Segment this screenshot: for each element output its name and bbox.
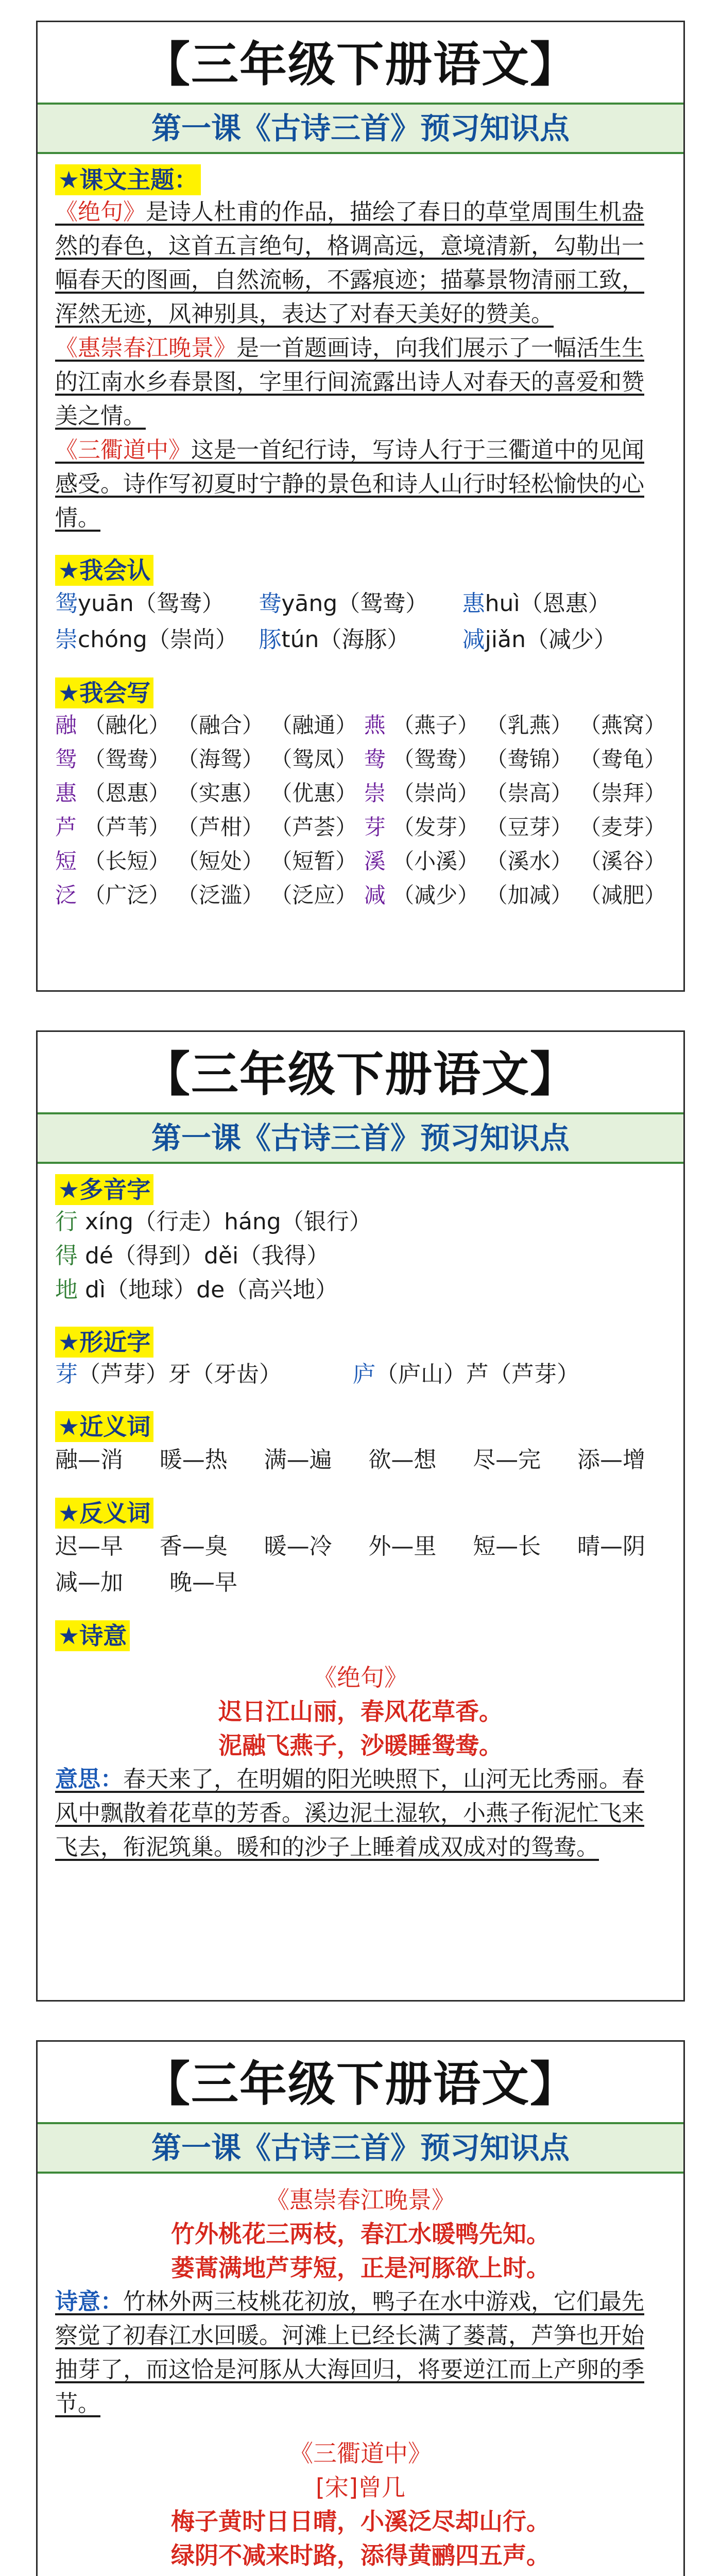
theme-text: 是诗人杜甫的作品，描绘了春日的草堂周围生机盎然的春色，这首五言绝句，格调高远，意境清新，勾勒出一幅春天的图画，自然流畅，不露痕迹；描摹景物清丽工致，浑然无迹，风神别具，表达了对春天美好的赞美。	[55, 199, 644, 327]
write-word: （芦柑）	[177, 815, 264, 840]
meaning-label: 诗意：	[55, 2289, 123, 2315]
write-word: （燕子）	[392, 713, 479, 738]
write-grid	[55, 708, 666, 912]
read-char: 鸯	[259, 590, 282, 617]
write-word: （融通）	[270, 713, 357, 738]
poem-meaning	[55, 2285, 666, 2421]
lesson-banner: 第一课《古诗三首》预习知识点	[38, 2122, 683, 2174]
write-word: （加减）	[486, 883, 573, 908]
poem-line: 蒌蒿满地芦芽短，正是河豚欲上时。	[171, 2254, 550, 2282]
write-char: 融	[55, 713, 77, 738]
write-word: （乳燕）	[486, 713, 573, 738]
write-word: （广泛）	[83, 883, 170, 908]
page-card-2	[36, 1030, 685, 2002]
poem-heading: ★诗意	[55, 1620, 130, 1651]
poem-line: 泥融飞燕子，沙暖睡鸳鸯。	[218, 1732, 503, 1759]
write-heading: ★我会写	[55, 677, 153, 708]
antonym-pair: 香—臭	[159, 1533, 228, 1560]
read-pinyin: chóng（崇尚）	[78, 626, 238, 653]
shape-char: 芽	[55, 1361, 78, 1387]
write-char: 鸯	[364, 747, 386, 772]
write-word: （崇尚）	[392, 781, 479, 806]
polyphone-list	[55, 1205, 666, 1307]
write-word: （恩惠）	[83, 781, 170, 806]
lesson-banner: 第一课《古诗三首》预习知识点	[38, 1112, 683, 1164]
antonym-row-1	[55, 1529, 666, 1565]
synonym-pair: 尽—完	[473, 1447, 541, 1473]
write-word: （海鸳）	[177, 747, 264, 772]
read-item	[259, 622, 462, 658]
read-char: 豚	[259, 626, 282, 653]
shape-row	[55, 1358, 666, 1392]
antonym-row-2	[55, 1565, 666, 1601]
meaning-text: 春天来了，在明媚的阳光映照下，山河无比秀丽。春风中飘散着花草的芳香。溪边泥土湿软，小燕子衔泥忙飞来飞去，衔泥筑巢。暖和的沙子上睡着成双成对的鸳鸯。	[55, 1766, 644, 1860]
read-item	[462, 622, 666, 658]
polyphone-row	[55, 1205, 666, 1239]
read-pinyin: tún（海豚）	[281, 626, 410, 653]
lesson-banner: 第一课《古诗三首》预习知识点	[38, 103, 683, 154]
synonym-pair: 满—遍	[264, 1447, 332, 1473]
write-char: 溪	[364, 849, 386, 874]
theme-paragraph-2	[55, 331, 666, 433]
poem-meaning	[55, 2572, 666, 2576]
write-word: （减少）	[392, 883, 479, 908]
read-heading: ★我会认	[55, 555, 153, 586]
write-word: （崇高）	[486, 781, 573, 806]
antonym-pair: 晴—阴	[577, 1533, 645, 1560]
read-char: 减	[462, 626, 485, 653]
polyphone-row	[55, 1239, 666, 1273]
write-word: （实惠）	[177, 781, 264, 806]
shape-heading: ★形近字	[55, 1327, 153, 1358]
polyphone-text: dì（地球）de（高兴地）	[78, 1277, 338, 1303]
read-list	[55, 586, 666, 658]
write-word: （崇拜）	[579, 781, 666, 806]
antonym-pair: 暖—冷	[264, 1533, 332, 1560]
shape-char: 庐	[353, 1361, 375, 1387]
write-char: 泛	[55, 883, 77, 908]
polyphone-char: 得	[55, 1243, 78, 1269]
write-word: （鸯龟）	[579, 747, 666, 772]
write-char: 崇	[364, 781, 386, 806]
poem-meaning	[55, 1762, 666, 1865]
write-word: （溪水）	[486, 849, 573, 874]
write-word: （泛滥）	[177, 883, 264, 908]
poem-name: 《惠崇春江晚景》	[55, 335, 236, 361]
antonym-pair: 短—长	[473, 1533, 541, 1560]
meaning-text: 竹林外两三枝桃花初放，鸭子在水中游戏，它们最先察觉了初春江水回暖。河滩上已经长满了蒌蒿，芦笋也开始抽芽了，而这恰是河豚从大海回归，将要逆江而上产卵的季节。	[55, 2289, 644, 2417]
read-item	[462, 586, 666, 622]
write-char: 芦	[55, 815, 77, 840]
read-pinyin: jiǎn（减少）	[485, 626, 616, 653]
poem-title: 《惠崇春江晚景》	[266, 2186, 455, 2214]
write-word: （发芽）	[392, 815, 479, 840]
poem-line: 竹外桃花三两枝，春江水暖鸭先知。	[171, 2220, 550, 2248]
read-pinyin: huì（恩惠）	[485, 590, 611, 617]
write-char: 芽	[364, 815, 386, 840]
antonym-pair: 减—加	[55, 1569, 123, 1596]
write-char: 减	[364, 883, 386, 908]
poem-line: 迟日江山丽，春风花草香。	[218, 1698, 503, 1725]
write-word: （减肥）	[579, 883, 666, 908]
write-word: （融合）	[177, 713, 264, 738]
poem-line: 梅子黄时日日晴，小溪泛尽却山行。	[171, 2507, 550, 2535]
write-char: 惠	[55, 781, 77, 806]
read-item	[55, 622, 259, 658]
polyphone-text: dé（得到）děi（我得）	[78, 1243, 330, 1269]
synonym-row	[55, 1442, 666, 1478]
write-word: （豆芽）	[486, 815, 573, 840]
write-word: （芦荟）	[270, 815, 357, 840]
synonym-heading: ★近义词	[55, 1411, 153, 1442]
synonym-pair: 欲—想	[368, 1447, 437, 1473]
write-char: 短	[55, 849, 77, 874]
polyphone-heading: ★多音字	[55, 1174, 153, 1205]
antonym-pair: 晚—早	[169, 1569, 237, 1596]
write-word: （短处）	[177, 849, 264, 874]
read-pinyin: yāng（鸳鸯）	[281, 590, 428, 617]
write-char: 鸳	[55, 747, 77, 772]
synonym-pair: 暖—热	[159, 1447, 228, 1473]
read-char: 崇	[55, 626, 78, 653]
write-word: （燕窝）	[579, 713, 666, 738]
read-item	[55, 586, 259, 622]
page-card-3	[36, 2040, 685, 2576]
page-card-1	[36, 21, 685, 992]
meaning-label: 意思：	[55, 1766, 123, 1792]
grade-title: 【三年级下册语文】	[142, 37, 578, 92]
grade-title: 【三年级下册语文】	[142, 1046, 578, 1102]
poem-title: 《三衢道中》	[289, 2439, 432, 2467]
read-char: 惠	[462, 590, 485, 617]
poem-line: 绿阴不减来时路，添得黄鹂四五声。	[171, 2541, 550, 2569]
polyphone-char: 地	[55, 1277, 78, 1303]
grade-title: 【三年级下册语文】	[142, 2056, 578, 2112]
polyphone-row	[55, 1273, 666, 1307]
antonym-pair: 外—里	[368, 1533, 437, 1560]
read-char: 鸳	[55, 590, 78, 617]
polyphone-text: xíng（行走）háng（银行）	[78, 1209, 372, 1235]
read-pinyin: yuān（鸳鸯）	[78, 590, 225, 617]
write-word: （长短）	[83, 849, 170, 874]
write-word: （鸯锦）	[486, 747, 573, 772]
write-char: 燕	[364, 713, 386, 738]
theme-text: 是一首题画诗，向我们展示了一幅活生生的江南水乡春景图，字里行间流露出诗人对春天的喜爱和赞美之情。	[55, 335, 644, 429]
poem-name: 《三衢道中》	[55, 437, 191, 463]
shape-text: （庐山）芦（芦芽）	[375, 1361, 579, 1387]
write-word: （鸳鸯）	[83, 747, 170, 772]
synonym-pair: 添—增	[577, 1447, 645, 1473]
theme-paragraph-1	[55, 195, 666, 331]
poem-title: 《绝句》	[313, 1664, 408, 1691]
theme-paragraph-3	[55, 433, 666, 535]
antonym-heading: ★反义词	[55, 1498, 153, 1529]
write-word: （芦苇）	[83, 815, 170, 840]
write-word: （泛应）	[270, 883, 357, 908]
shape-text: （芦芽）牙（牙齿）	[78, 1361, 282, 1387]
theme-text: 这是一首纪行诗，写诗人行于三衢道中的见闻感受。诗作写初夏时宁静的景色和诗人山行时轻松愉快的心情。	[55, 437, 644, 531]
write-word: （融化）	[83, 713, 170, 738]
read-item	[259, 586, 462, 622]
write-word: （优惠）	[270, 781, 357, 806]
write-word: （小溪）	[392, 849, 479, 874]
write-word: （鸳凤）	[270, 747, 357, 772]
write-word: （短暂）	[270, 849, 357, 874]
antonym-pair: 迟—早	[55, 1533, 123, 1560]
synonym-pair: 融—消	[55, 1447, 123, 1473]
poem-name: 《绝句》	[55, 199, 146, 225]
poem-author: [宋]曾几	[316, 2473, 405, 2501]
write-word: （麦芽）	[579, 815, 666, 840]
polyphone-char: 行	[55, 1209, 78, 1235]
write-word: （溪谷）	[579, 849, 666, 874]
theme-heading: ★课文主题：	[55, 164, 201, 195]
write-word: （鸳鸯）	[392, 747, 479, 772]
